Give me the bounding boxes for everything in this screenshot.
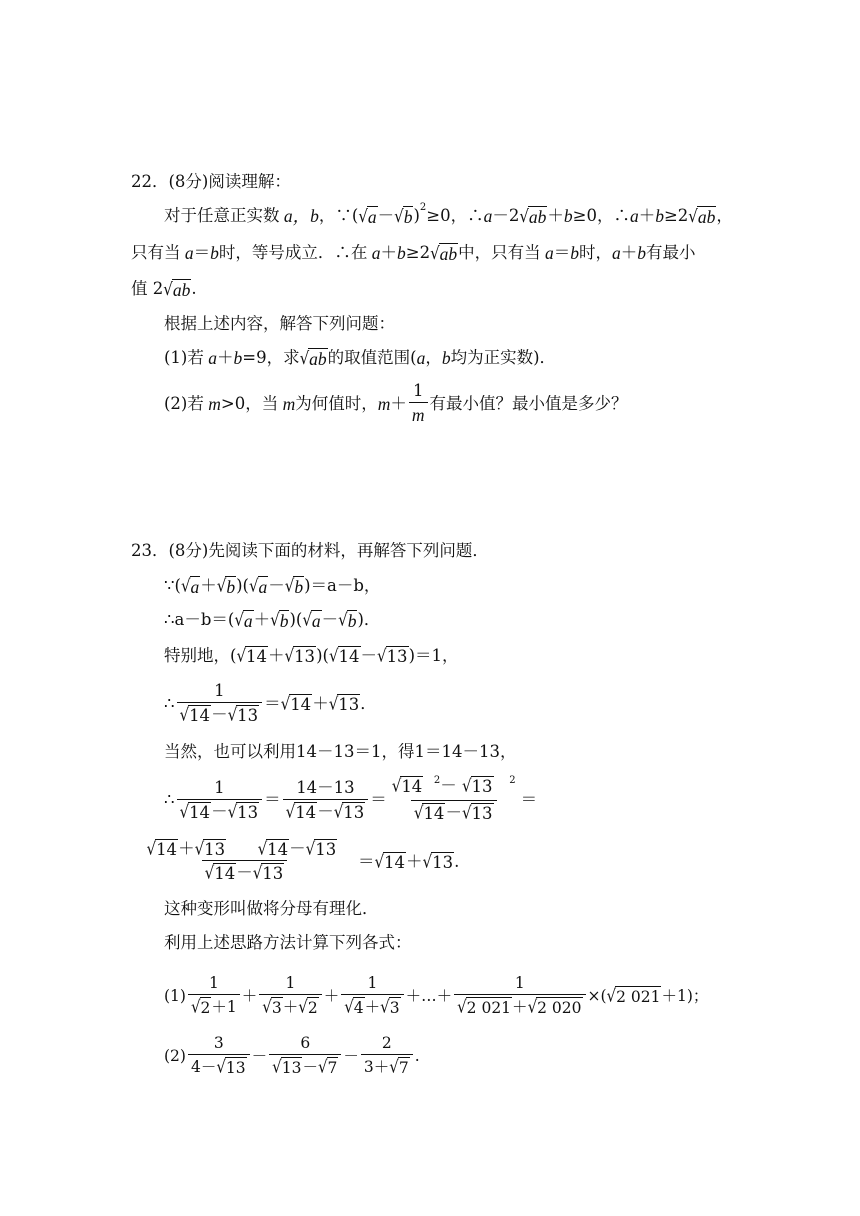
q22-para3: 值 2 √ ab . <box>131 278 197 300</box>
q22-para2: 只有当 a ＝ b 时，等号成立．∴在 a ＋ b ≥2 √ ab 中，只有当 a ＝ b 时， a ＋ b 有最小 <box>131 242 696 264</box>
q22-para1: 对于任意正实数 a，b ，∵( √ a － √ b ) 2 ≥0，∴ a －2 √ ab ＋ b ≥0，∴ a ＋ b ≥2 √ ab ， <box>164 202 733 227</box>
sqrt-a: √ a <box>358 205 377 227</box>
q23-line9: 利用上述思路方法计算下列各式： <box>164 933 412 952</box>
q23-part2: (2) 3 4－ √ 13 － 6 √ 13 － √ 7 － 2 3＋ √ 7 . <box>164 1034 420 1078</box>
q22-sub2: (2)若 m >0，当 m 为何值时， m ＋ $\frac{1}{m}$ 有最小值？最小值是多少？ <box>164 381 628 425</box>
q23-line2: ∴a－b＝ ( √ a ＋ √ b )( √ a － √ b ) ． <box>164 609 381 631</box>
q22-header: 22．(8分)阅读理解： <box>131 172 291 191</box>
q23-part1: (1) 1 √ 2 ＋1 ＋ 1 √ 3 ＋ √ 2 ＋ 1 √ 4 ＋ √ 3 ＋…＋ 1 √ 2 021 ＋ √ 2 020 ×( √ 2 021 ＋1) ； <box>164 974 709 1018</box>
sqrt-ab: √ ab <box>519 205 547 227</box>
q23-line7: √ 14 ＋ √ 13 √ 14 － √ 13 √ 14 － √ 13 ＝ √ 14 ＋ √ 13 . <box>146 838 460 884</box>
q23-header: 23．(8分)先阅读下面的材料，再解答下列问题． <box>131 541 489 560</box>
q22-sub1: (1)若 a ＋ b =9，求 √ ab 的取值范围( a ， b 均为正实数)． <box>164 347 557 369</box>
q23-line6: ∴ 1 √ 14 － √ 13 ＝ 14－13 √ 14 － √ 13 ＝ √ 14 $^2$－ √ 13 $^2$ √ 14 － √ 13 ＝ <box>164 775 538 824</box>
q23-line3: 特别地， ( √ 14 ＋ √ 13 )( √ 14 － √ 13 ) ＝1， <box>164 645 459 667</box>
q23-line8: 这种变形叫做将分母有理化． <box>164 899 379 918</box>
q22-para4: 根据上述内容，解答下列问题： <box>164 314 395 333</box>
q23-line1: ∵ ( √ a ＋ √ b )( √ a － √ b ) ＝a－b， <box>164 575 381 597</box>
q23-line4: ∴ 1 √ 14 － √ 13 ＝ √ 14 ＋ √ 13 ． <box>164 681 377 726</box>
fraction-1-over-m: $\frac{1}{m}$ <box>409 380 428 427</box>
q23-line5: 当然，也可以利用14－13＝1，得1＝14－13， <box>164 742 517 761</box>
sqrt-b: √ b <box>394 205 413 227</box>
